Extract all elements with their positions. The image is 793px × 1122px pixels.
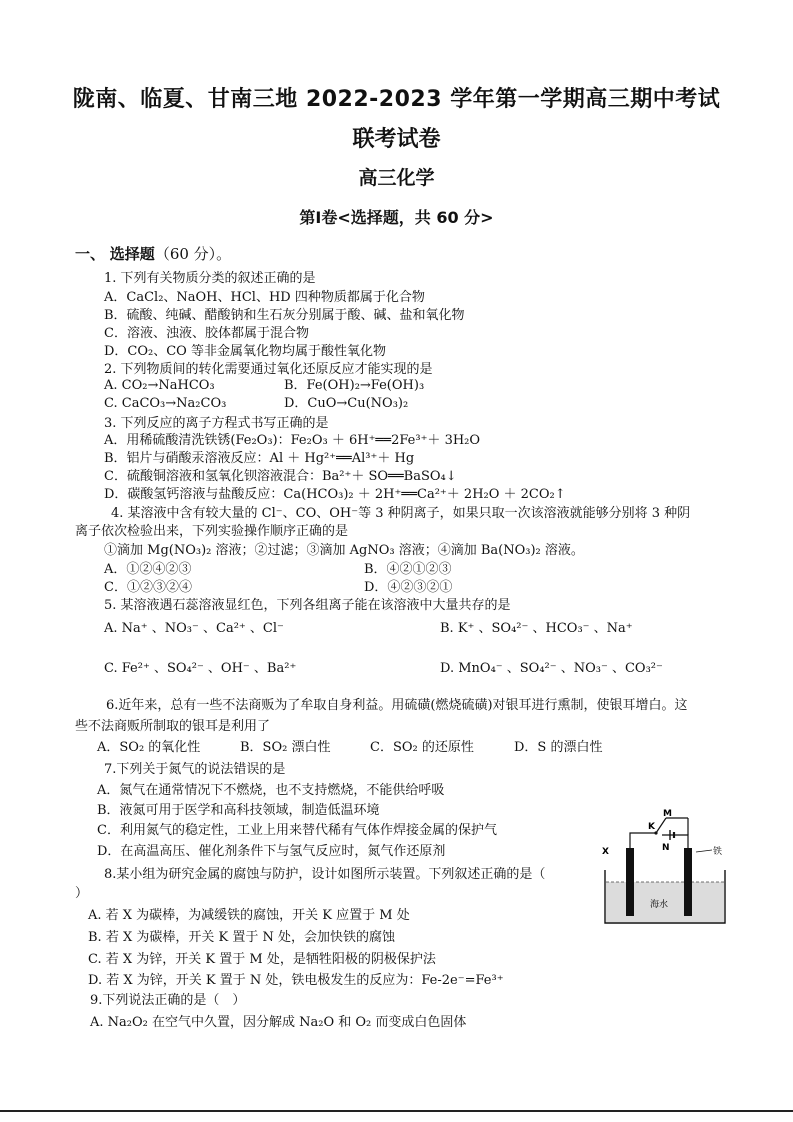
q5-option-a: A. Na⁺ 、NO₃⁻ 、Ca²⁺ 、Cl⁻: [104, 621, 284, 636]
q8-stem-line2: ）: [75, 886, 89, 901]
q5-option-d: D. MnO₄⁻ 、SO₄²⁻ 、NO₃⁻ 、CO₃²⁻: [440, 661, 663, 676]
q4-option-a: A．①②④②③: [104, 562, 192, 577]
q7-option-a: A．氮气在通常情况下不燃烧，也不支持燃烧，不能供给呼吸: [97, 783, 445, 798]
q2-stem: 2. 下列物质间的转化需要通过氧化还原反应才能实现的是: [104, 362, 433, 377]
electrode-iron: [684, 848, 692, 916]
q1-option-c: C．溶液、浊液、胶体都属于混合物: [104, 326, 309, 341]
q6-option-a: A．SO₂ 的氧化性: [97, 740, 201, 755]
left-wire: [630, 833, 655, 848]
q6-option-b: B．SO₂ 漂白性: [240, 740, 331, 755]
section-score: （60 分）。: [154, 245, 232, 263]
q6-stem-line2: 些不法商贩所制取的银耳是利用了: [75, 719, 271, 734]
q2-option-d: D．CuO→Cu(NO₃)₂: [284, 396, 409, 411]
q5-stem: 5. 某溶液遇石蕊溶液显红色，下列各组离子能在该溶液中大量共存的是: [104, 598, 511, 613]
q2-option-a: A. CO₂→NaHCO₃: [104, 378, 215, 393]
corrosion-apparatus-figure: [600, 808, 730, 928]
q5-option-c: C. Fe²⁺ 、SO₄²⁻ 、OH⁻ 、Ba²⁺: [104, 661, 297, 676]
q9-stem: 9.下列说法正确的是（ ）: [90, 993, 246, 1008]
q8-option-b: B. 若 X 为碳棒，开关 K 置于 N 处，会加快铁的腐蚀: [88, 930, 395, 945]
label-m: M: [663, 809, 672, 819]
q4-stem-line1: 4. 某溶液中含有较大量的 Cl⁻、CO、OH⁻等 3 种阴离子，如果只取一次该溶液就能够分别将 3 种阴: [111, 506, 691, 521]
q7-stem: 7.下列关于氮气的说法错误的是: [104, 762, 286, 777]
q2-option-b: B．Fe(OH)₂→Fe(OH)₃: [284, 378, 425, 393]
q1-stem: 1. 下列有关物质分类的叙述正确的是: [104, 271, 316, 286]
q3-stem: 3. 下列反应的离子方程式书写正确的是: [104, 416, 329, 431]
q1-option-d: D．CO₂、CO 等非金属氧化物均属于酸性氧化物: [104, 344, 386, 359]
q5-option-b: B. K⁺ 、SO₄²⁻ 、HCO₃⁻ 、Na⁺: [440, 621, 633, 636]
q1-option-b: B．硫酸、纯碱、醋酸钠和生石灰分别属于酸、碱、盐和氧化物: [104, 308, 465, 323]
q6-option-d: D．S 的漂白性: [514, 740, 603, 755]
q8-option-c: C. 若 X 为锌，开关 K 置于 M 处，是牺牲阳极的阴极保护法: [88, 952, 436, 967]
iron-pointer: [696, 850, 712, 852]
section-number: 一、: [75, 245, 106, 263]
q3-option-c: C．硫酸铜溶液和氢氧化钡溶液混合：Ba²⁺＋ SO══BaSO₄↓: [104, 469, 457, 484]
q9-option-a: A. Na₂O₂ 在空气中久置，因分解成 Na₂O 和 O₂ 而变成白色固体: [90, 1015, 467, 1030]
q8-option-d: D. 若 X 为锌，开关 K 置于 N 处，铁电极发生的反应为：Fe-2e⁻=Fe³⁺: [88, 973, 504, 988]
exam-title-line1: 陇南、临夏、甘南三地 2022-2023 学年第一学期高三期中考试: [72, 87, 721, 112]
q2-option-c: C. CaCO₃→Na₂CO₃: [104, 396, 227, 411]
q7-option-b: B．液氮可用于医学和高科技领域，制造低温环境: [97, 803, 380, 818]
part-title: 第Ⅰ卷<选择题，共 60 分>: [299, 208, 494, 227]
label-seawater: 海水: [650, 900, 669, 910]
q8-stem-line1: 8.某小组为研究金属的腐蚀与防护，设计如图所示装置。下列叙述正确的是（: [104, 867, 546, 882]
label-x: X: [602, 847, 609, 857]
exam-title-line2: 联考试卷: [352, 127, 441, 152]
q7-option-c: C．利用氮气的稳定性，工业上用来替代稀有气体作焊接金属的保护气: [97, 823, 497, 838]
q4-option-c: C．①②③②④: [104, 580, 192, 595]
q4-option-b: B．④②①②③: [364, 562, 452, 577]
label-k: K: [648, 822, 655, 832]
q1-option-a: A．CaCl₂、NaOH、HCl、HD 四种物质都属于化合物: [104, 290, 425, 305]
q6-option-c: C．SO₂ 的还原性: [370, 740, 474, 755]
bottom-rule: [0, 1110, 793, 1112]
q7-option-d: D．在高温高压、催化剂条件下与氢气反应时，氮气作还原剂: [97, 844, 446, 859]
q4-stem-line2: 离子依次检验出来，下列实验操作顺序正确的是: [75, 524, 349, 539]
q3-option-b: B．铝片与硝酸汞溶液反应：Al ＋ Hg²⁺══Al³⁺＋ Hg: [104, 451, 415, 466]
electrode-x: [626, 848, 634, 916]
q6-stem-line1: 6.近年来，总有一些不法商贩为了牟取自身利益。用硫磺(燃烧硫磺)对银耳进行熏制，使银耳增白。这: [106, 698, 688, 713]
section-label: 选择题: [109, 245, 155, 263]
label-n: N: [662, 843, 670, 853]
section-heading: [75, 243, 231, 264]
q4-option-d: D．④②③②①: [364, 580, 453, 595]
switch-k: [656, 818, 666, 833]
q4-steps: ①滴加 Mg(NO₃)₂ 溶液；②过滤；③滴加 AgNO₃ 溶液；④滴加 Ba(NO₃)₂ 溶液。: [104, 543, 584, 558]
q8-option-a: A. 若 X 为碳棒，为减缓铁的腐蚀，开关 K 应置于 M 处: [88, 908, 410, 923]
q3-option-a: A．用稀硫酸清洗铁锈(Fe₂O₃)：Fe₂O₃ ＋ 6H⁺══2Fe³⁺＋ 3H₂O: [104, 433, 481, 448]
subject-title: 高三化学: [358, 167, 435, 189]
q3-option-d: D．碳酸氢钙溶液与盐酸反应：Ca(HCO₃)₂ ＋ 2H⁺══Ca²⁺＋ 2H₂O ＋ 2CO₂↑: [104, 487, 566, 502]
label-iron: 铁: [713, 847, 723, 857]
